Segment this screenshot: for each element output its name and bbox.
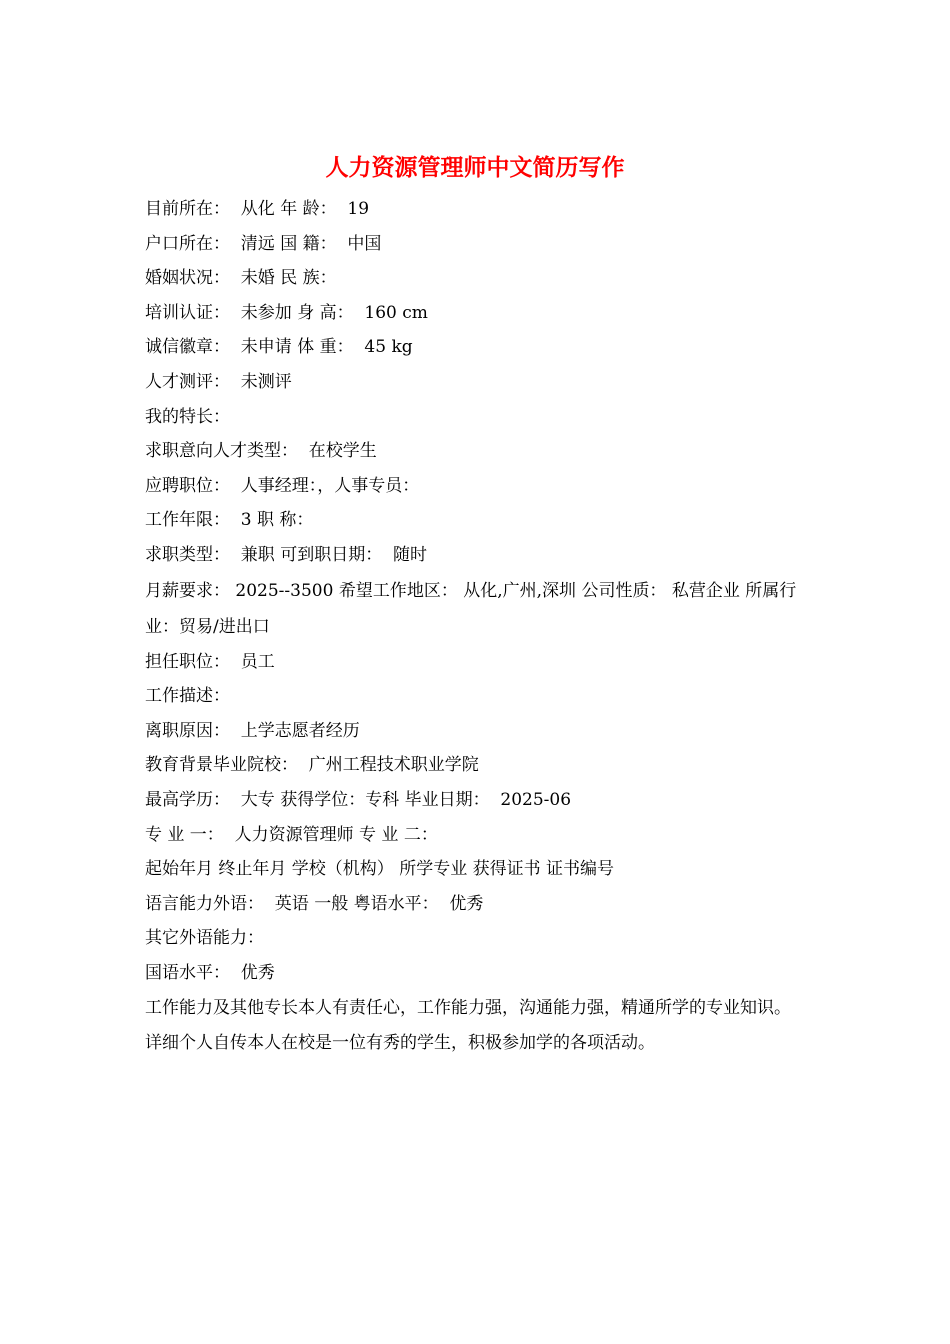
- field-leave-reason: 离职原因： 上学志愿者经历: [145, 720, 360, 741]
- field-ability-paragraph: 工作能力及其他专长本人有责任心，工作能力强，沟通能力强，精通所学的专业知识。: [145, 998, 791, 1019]
- resume-body: [145, 192, 810, 1061]
- field-position-applied: 应聘职位： 人事经理：，人事专员：: [145, 475, 420, 496]
- field-work-years: 工作年限： 3 职 称：: [145, 510, 314, 531]
- field-credit-badge: 诚信徽章： 未申请 体 重： 45 kg: [145, 337, 413, 358]
- document-title: 人力资源管理师中文简历写作: [325, 154, 625, 181]
- field-specialty: 我的特长：: [145, 406, 230, 427]
- field-hukou: 户口所在： 清远 国 籍： 中国: [145, 233, 382, 254]
- field-major: 专 业 一： 人力资源管理师 专 业 二：: [145, 824, 438, 845]
- field-autobiography: 详细个人自传本人在校是一位有秀的学生，积极参加学的各项活动。: [145, 1033, 655, 1054]
- field-education: 最高学历： 大专 获得学位：专科 毕业日期： 2025-06: [145, 789, 572, 810]
- field-mandarin-level: 国语水平： 优秀: [145, 962, 275, 983]
- field-education-table-header: 起始年月 终止年月 学校（机构） 所学专业 获得证书 证书编号: [145, 859, 615, 880]
- field-job-intention: 求职意向人才类型： 在校学生: [145, 441, 377, 462]
- field-current-location: 目前所在： 从化 年 龄： 19: [145, 199, 370, 219]
- field-graduate-school: 教育背景毕业院校： 广州工程技术职业学院: [145, 755, 479, 776]
- field-job-description: 工作描述：: [145, 686, 230, 707]
- field-training: 培训认证： 未参加 身 高： 160 cm: [145, 302, 428, 323]
- field-job-type: 求职类型： 兼职 可到职日期： 随时: [145, 544, 428, 565]
- field-held-position: 担任职位： 员工: [145, 651, 275, 672]
- field-other-languages: 其它外语能力：: [145, 928, 264, 949]
- field-marital-status: 婚姻状况： 未婚 民 族：: [145, 268, 337, 289]
- field-language-ability: 语言能力外语： 英语 一般 粤语水平： 优秀: [145, 893, 484, 914]
- field-salary-paragraph: 月薪要求： 2025--3500 希望工作地区： 从化,广州,深圳 公司性质： 私营企业 所属行业：贸易/进出口: [145, 580, 797, 637]
- field-talent-assessment: 人才测评： 未测评: [145, 371, 292, 392]
